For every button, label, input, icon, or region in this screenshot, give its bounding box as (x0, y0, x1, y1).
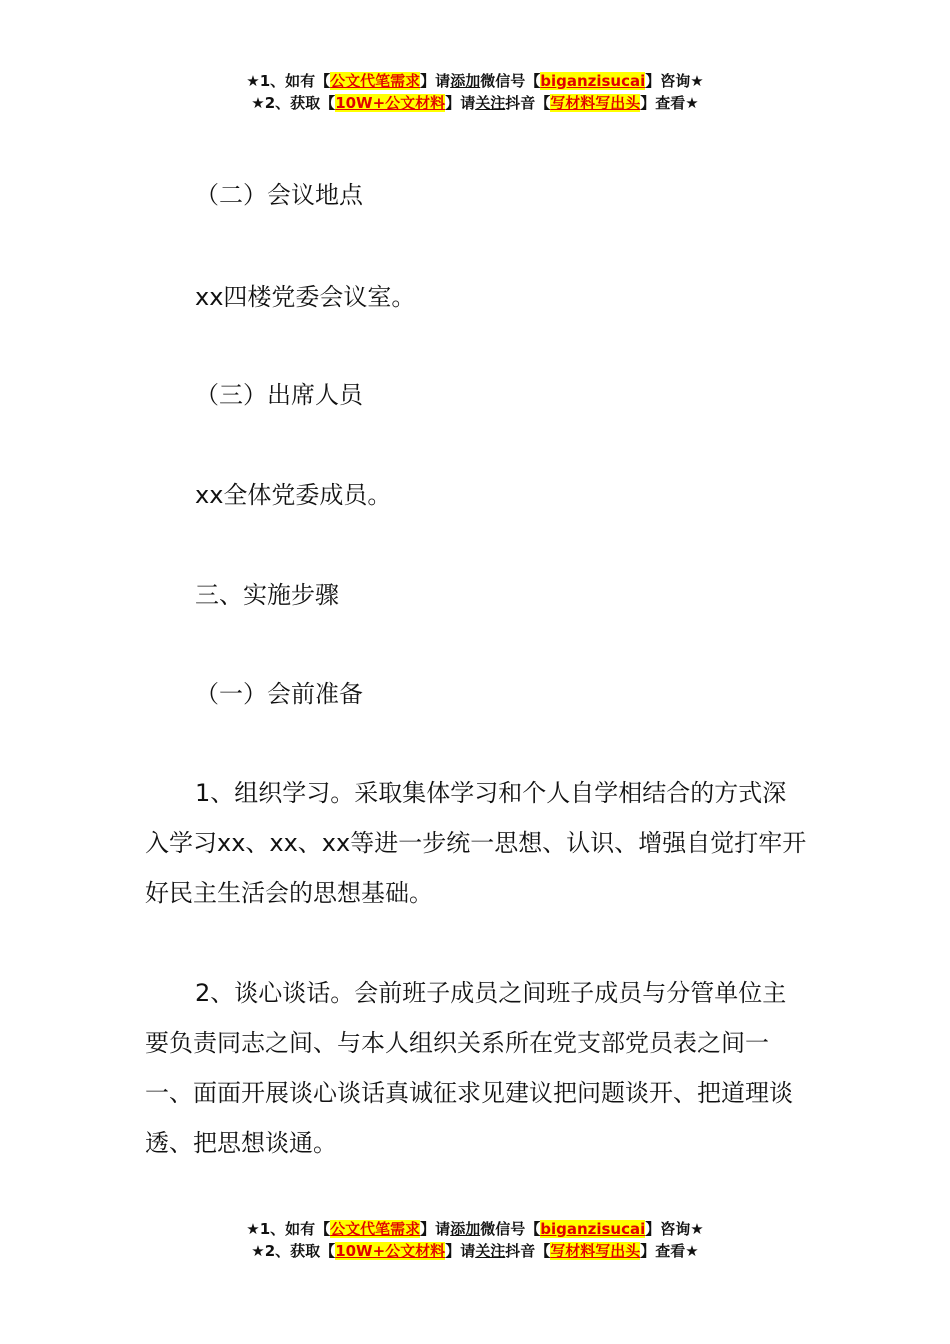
promo-line-2 (0, 92, 950, 114)
heading-meeting-location: （二）会议地点 (195, 181, 363, 209)
promo-line-1 (0, 1218, 950, 1240)
paragraph-item-1: 1、组织学习。采取集体学习和个人自学相结合的方式深入学习xx、xx、xx等进一步统一思想、认识、增强自觉打牢开好民主生活会的思想基础。 (145, 779, 807, 907)
promo-underlined: 关注 (475, 94, 506, 112)
promo-text: 抖音【 (505, 94, 551, 112)
promo-text: 】查看★ (640, 94, 699, 112)
promo-text: 】请 (420, 1220, 451, 1238)
promo-text: 】请 (420, 72, 451, 90)
promo-highlight: 10W+公文材料 (335, 1242, 446, 1260)
heading-pre-meeting-preparation: （一）会前准备 (195, 680, 363, 708)
promo-text: ★2、获取【 (251, 94, 336, 112)
promo-highlight: biganzisucai (540, 1220, 646, 1238)
promo-highlight: 公文代笔需求 (330, 72, 421, 90)
promo-line-2 (0, 1240, 950, 1262)
promo-banner-bottom (0, 1218, 950, 1262)
promo-highlight: 写材料写出头 (550, 94, 641, 112)
promo-banner-top (0, 70, 950, 114)
promo-text: 微信号【 (480, 72, 541, 90)
promo-text: 】请 (445, 1242, 476, 1260)
promo-underlined: 添加 (450, 1220, 481, 1238)
promo-underlined: 添加 (450, 72, 481, 90)
promo-text: 】查看★ (640, 1242, 699, 1260)
promo-highlight: 10W+公文材料 (335, 94, 446, 112)
promo-text: 微信号【 (480, 1220, 541, 1238)
promo-underlined: 关注 (475, 1242, 506, 1260)
promo-text: 】咨询★ (645, 72, 704, 90)
promo-text: 】请 (445, 94, 476, 112)
meeting-location-text: xx四楼党委会议室。 (195, 283, 416, 311)
promo-highlight: biganzisucai (540, 72, 646, 90)
promo-highlight: 写材料写出头 (550, 1242, 641, 1260)
promo-text: ★2、获取【 (251, 1242, 336, 1260)
promo-text: ★1、如有【 (246, 72, 331, 90)
promo-line-1 (0, 70, 950, 92)
paragraph-item-2: 2、谈心谈话。会前班子成员之间班子成员与分管单位主要负责同志之间、与本人组织关系所在党支部党员表之间一一、面面开展谈心谈话真诚征求见建议把问题谈开、把道理谈透、把思想谈通。 (145, 979, 793, 1157)
attendees-text: xx全体党委成员。 (195, 481, 392, 509)
heading-attendees: （三）出席人员 (195, 381, 363, 409)
promo-text: ★1、如有【 (246, 1220, 331, 1238)
promo-text: 】咨询★ (645, 1220, 704, 1238)
promo-highlight: 公文代笔需求 (330, 1220, 421, 1238)
promo-text: 抖音【 (505, 1242, 551, 1260)
heading-implementation-steps: 三、实施步骤 (195, 581, 339, 609)
